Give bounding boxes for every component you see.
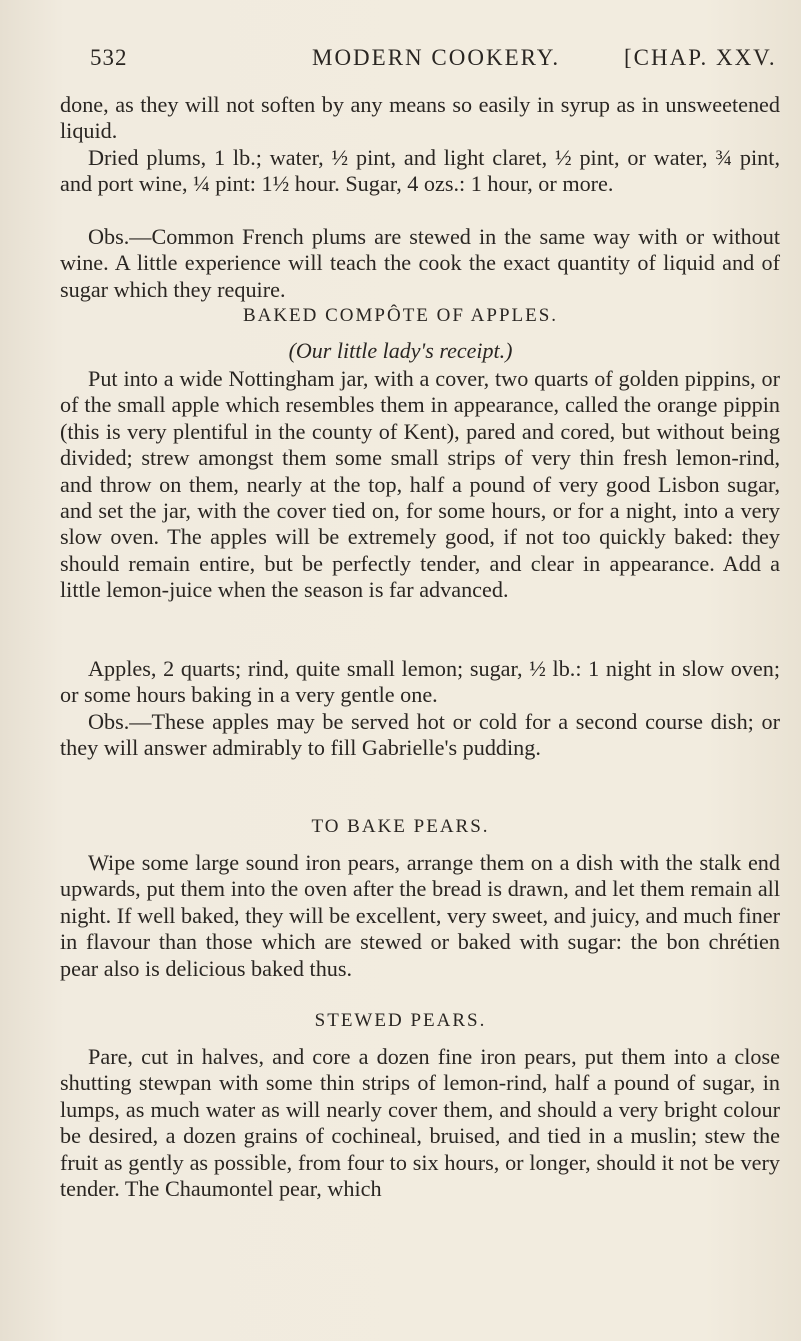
chapter-label: [CHAP. XXV.: [624, 45, 777, 70]
plums-observation: Obs.—Common French plums are stewed in the same way with or without wine. A little experience will teach the cook the exact quantity of liquid and of sugar which they require.: [60, 224, 780, 302]
baked-pears-method: Wipe some large sound iron pears, arrange them on a dish with the stalk end upwards, put them into the oven after the bread is drawn, and let them remain all night. If well baked, they will be excellent, very sweet, and juicy, and much finer in flavour than those which are stewed or baked with sugar: the bon chrétien pear also is delicious baked thus.: [60, 850, 780, 981]
baked-pears-heading: TO BAKE PEARS.: [311, 816, 490, 837]
plums-continuation: done, as they will not soften by any means so easily in syrup as in unsweetened liquid.: [60, 92, 780, 144]
apples-quantities: Apples, 2 quarts; rind, quite small lemon; sugar, ½ lb.: 1 night in slow oven; or some hours baking in a very gentle one.: [60, 656, 780, 708]
stewed-pears-method: Pare, cut in halves, and core a dozen fine iron pears, put them into a close shutting stewpan with some thin strips of lemon-rind, half a pound of sugar, in lumps, as much water as will nearly cover them, and should a very bright colour be desired, a dozen grains of cochineal, bruised, and tied in a muslin; stew the fruit as gently as possible, from four to six hours, or longer, should it not be very tender. The Chaumontel pear, which: [60, 1044, 780, 1202]
plums-quantities: Dried plums, 1 lb.; water, ½ pint, and light claret, ½ pint, or water, ¾ pint, and port wine, ¼ pint: 1½ hour. Sugar, 4 ozs.: 1 hour, or more.: [60, 145, 780, 197]
apples-observation: Obs.—These apples may be served hot or cold for a second course dish; or they will answer admirably to fill Gabrielle's pudding.: [60, 709, 780, 761]
running-title: MODERN COOKERY.: [312, 45, 561, 70]
stewed-pears-heading: STEWED PEARS.: [314, 1010, 487, 1031]
apples-heading: BAKED COMPÔTE OF APPLES.: [242, 305, 559, 326]
apples-subheading: (Our little lady's receipt.): [288, 338, 513, 363]
apples-method: Put into a wide Nottingham jar, with a cover, two quarts of golden pippins, or of the small apple which resembles them in appearance, called the orange pippin (this is very plentiful in the county of Kent), pared and cored, but without being divided; strew amongst them some small strips of very thin fresh lemon-rind, and throw on them, nearly at the top, half a pound of very good Lisbon sugar, and set the jar, with the cover tied on, for some hours, or for a night, into a very slow oven. The apples will be extremely good, if not too quickly baked: they should remain entire, but be perfectly tender, and clear in appearance. Add a little lemon-juice when the season is far advanced.: [60, 366, 780, 603]
page-number: 532: [90, 45, 128, 70]
running-header: [90, 45, 790, 85]
